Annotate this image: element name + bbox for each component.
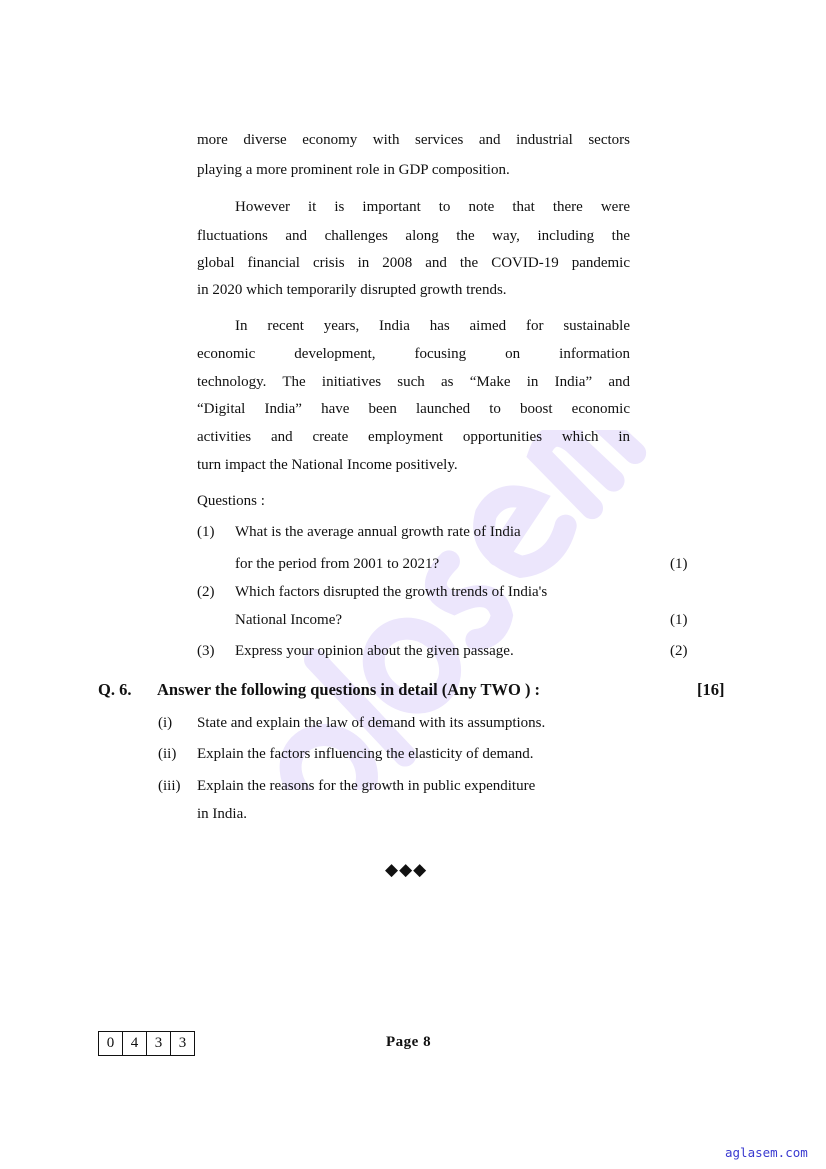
code-digit: 0 — [99, 1032, 123, 1055]
passage-line: economic development, focusing on information — [197, 346, 630, 362]
q6-number: Q. 6. — [98, 680, 132, 699]
passage-line: technology. The initiatives such as “Make in India” and — [197, 374, 630, 390]
q6-marks: [16] — [697, 680, 725, 699]
question-marks: (1) — [670, 556, 688, 572]
end-diamonds: ◆◆◆ — [385, 860, 428, 879]
code-digit: 3 — [178, 1035, 187, 1051]
q6-title: Answer the following questions in detail (Any TWO ) : — [157, 680, 541, 699]
passage-line: fluctuations and challenges along the way, including the — [197, 228, 630, 244]
q6-item-number: (i) — [158, 715, 173, 731]
paper-code-box — [98, 1031, 195, 1056]
passage-line: activities and create employment opportunities which in — [197, 429, 630, 445]
passage-line: playing a more prominent role in GDP composition. — [197, 162, 510, 178]
question-number: (3) — [197, 643, 215, 659]
q6-item-text: State and explain the law of demand with its assumptions. — [197, 715, 546, 731]
question-text: Express your opinion about the given passage. — [235, 643, 514, 659]
questions-heading: Questions : — [197, 493, 265, 509]
q6-item-number: (iii) — [158, 778, 181, 794]
code-digit: 3 — [147, 1032, 171, 1055]
q6-item-text: Explain the factors influencing the elasticity of demand. — [197, 746, 534, 762]
question-marks: (1) — [670, 612, 688, 628]
passage-line: However it is important to note that there were — [235, 199, 630, 215]
passage-line: In recent years, India has aimed for sustainable — [235, 318, 630, 334]
passage-line: “Digital India” have been launched to boost economic — [197, 401, 630, 417]
question-text: Which factors disrupted the growth trends of India's — [235, 584, 548, 600]
site-link[interactable]: aglasem.com — [725, 1145, 808, 1160]
passage-line: global financial crisis in 2008 and the COVID-19 pandemic — [197, 255, 630, 271]
passage-line: turn impact the National Income positively. — [197, 457, 458, 473]
passage-line: more diverse economy with services and industrial sectors — [197, 132, 630, 148]
code-digit: 4 — [123, 1032, 147, 1055]
question-text: What is the average annual growth rate of India — [235, 524, 521, 540]
q6-item-text: Explain the reasons for the growth in public expenditure — [197, 778, 536, 794]
question-number: (2) — [197, 584, 215, 600]
question-number: (1) — [197, 524, 215, 540]
q6-item-number: (ii) — [158, 746, 177, 762]
question-text: National Income? — [235, 612, 343, 628]
q6-item-text: in India. — [197, 806, 247, 822]
page-number: Page 8 — [386, 1034, 432, 1050]
question-marks: (2) — [670, 643, 688, 659]
watermark — [150, 430, 710, 790]
passage-line: in 2020 which temporarily disrupted growth trends. — [197, 282, 507, 298]
question-text: for the period from 2001 to 2021? — [235, 556, 440, 572]
